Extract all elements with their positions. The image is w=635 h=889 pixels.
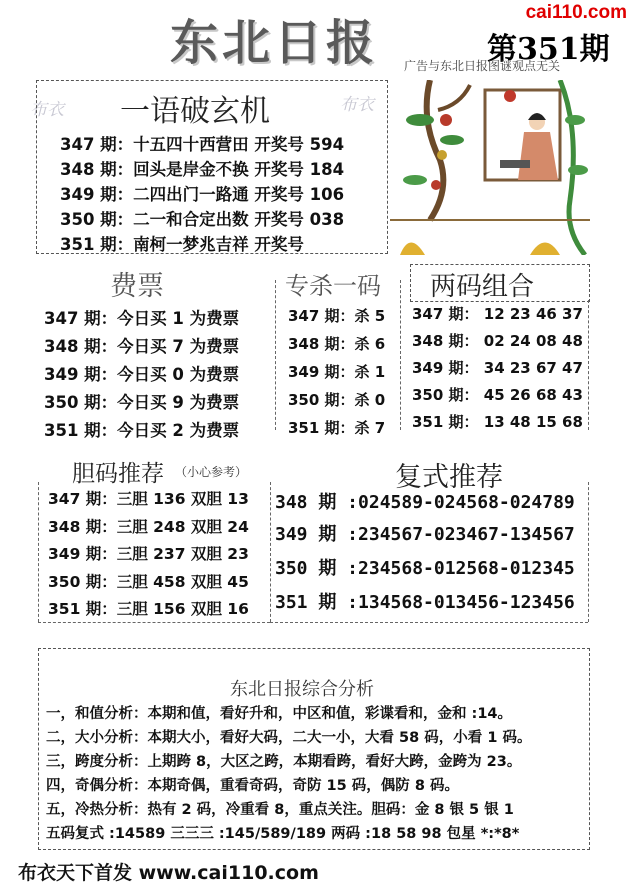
- fushi-row: 348 期 :024589-024568-024789: [275, 492, 575, 513]
- watermark: 布衣: [340, 95, 374, 115]
- feipiao-row: 350 期：今日买 9 为费票: [44, 393, 240, 412]
- danma-note: （小心参考）: [175, 465, 248, 479]
- site-logo-text: cai110.com: [525, 2, 627, 23]
- column-divider: [588, 300, 589, 430]
- column-divider: [588, 482, 589, 622]
- issue-number: 第351期: [487, 32, 610, 67]
- analysis-row: 五码复式 :14589 三三三 :145/589/189 两码 :18 58 98 包星 *:*8*: [46, 826, 520, 842]
- zhuansha-row: 347 期：杀 5: [288, 307, 386, 325]
- fushi-row: 349 期 :234567-023467-134567: [275, 524, 575, 545]
- danma-row: 350 期：三胆 458 双胆 45: [48, 573, 249, 591]
- zhuansha-row: 348 期：杀 6: [288, 335, 386, 353]
- analysis-title: 东北日报综合分析: [230, 679, 374, 700]
- analysis-row: 四，奇偶分析：本期奇偶，重看奇码，奇防 15 码，偶防 8 码。: [46, 778, 459, 794]
- section-divider: [270, 622, 588, 623]
- danma-row: 348 期：三胆 248 双胆 24: [48, 518, 249, 536]
- liangma-row: 350 期： 45 26 68 43: [412, 386, 583, 404]
- yiyu-row: 347 期：十五四十西营田 开奖号 594: [60, 135, 345, 154]
- column-divider: [270, 482, 271, 622]
- column-divider: [400, 280, 401, 430]
- illustration: [390, 80, 590, 255]
- fushi-row: 351 期 :134568-013456-123456: [275, 592, 575, 613]
- danma-row: 349 期：三胆 237 双胆 23: [48, 545, 249, 563]
- analysis-row: 一，和值分析：本期和值，看好升和，中区和值，彩谍看和，金和 :14。: [46, 706, 513, 722]
- zhuansha-title: 专杀一码: [285, 272, 381, 300]
- feipiao-row: 348 期：今日买 7 为费票: [44, 337, 240, 356]
- fushi-title: 复式推荐: [395, 462, 503, 493]
- zhuansha-row: 351 期：杀 7: [288, 419, 386, 437]
- column-divider: [275, 280, 276, 430]
- yiyu-row: 350 期：二一和合定出数 开奖号 038: [60, 210, 345, 229]
- analysis-row: 二，大小分析：本期大小，看好大码，二大一小，大看 58 码，小看 1 码。: [46, 730, 532, 746]
- feipiao-title: 费票: [110, 271, 164, 302]
- fortune-scholar-illustration: [390, 80, 590, 255]
- danma-row: 347 期：三胆 136 双胆 13: [48, 490, 249, 508]
- zhuansha-row: 350 期：杀 0: [288, 391, 386, 409]
- masthead-title: 东北日报: [170, 15, 379, 71]
- disclaimer: 广告与东北日报图谜观点无关: [404, 59, 561, 73]
- danma-row: 351 期：三胆 156 双胆 16: [48, 600, 249, 618]
- watermark: 布衣: [30, 100, 64, 120]
- danma-title: 胆码推荐: [72, 461, 164, 487]
- liangma-row: 348 期： 02 24 08 48: [412, 332, 583, 350]
- yiyu-title: 一语破玄机: [120, 94, 270, 129]
- yiyu-row: 349 期：二四出门一路通 开奖号 106: [60, 185, 345, 204]
- fushi-row: 350 期 :234568-012568-012345: [275, 558, 575, 579]
- yiyu-row: 348 期：回头是岸金不换 开奖号 184: [60, 160, 345, 179]
- feipiao-row: 349 期：今日买 0 为费票: [44, 365, 240, 384]
- analysis-row: 五，冷热分析：热有 2 码，冷重看 8，重点关注。胆码：金 8 银 5 银 1: [46, 802, 514, 818]
- yiyu-row: 351 期：南柯一梦兆吉祥 开奖号: [60, 235, 304, 254]
- liangma-row: 351 期： 13 48 15 68: [412, 413, 583, 431]
- analysis-row: 三，跨度分析：上期跨 8，大区之跨，本期看跨，看好大跨，金跨为 23。: [46, 754, 522, 770]
- section-divider: [38, 622, 270, 623]
- column-divider: [38, 482, 39, 622]
- feipiao-row: 347 期：今日买 1 为费票: [44, 309, 240, 328]
- zhuansha-row: 349 期：杀 1: [288, 363, 386, 381]
- liangma-row: 347 期： 12 23 46 37: [412, 305, 583, 323]
- feipiao-row: 351 期：今日买 2 为费票: [44, 421, 240, 440]
- footer-text: 布衣天下首发 www.cai110.com: [18, 862, 319, 884]
- liangma-row: 349 期： 34 23 67 47: [412, 359, 583, 377]
- liangma-title: 两码组合: [430, 272, 535, 302]
